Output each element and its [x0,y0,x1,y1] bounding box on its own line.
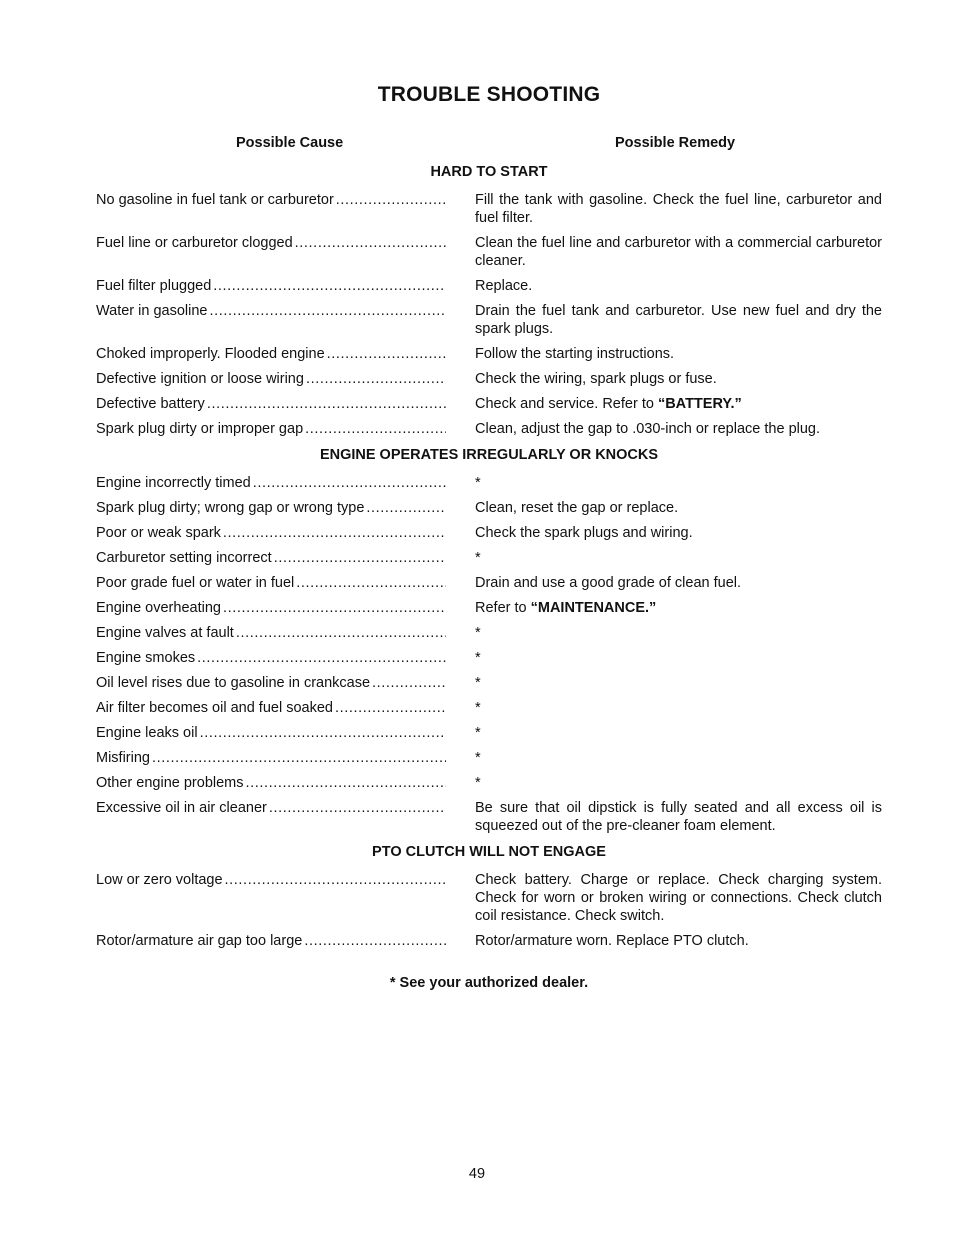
remedy-cell [475,724,882,742]
table-row [96,345,882,363]
dot-leader [213,277,446,295]
remedy-cell [475,774,882,792]
remedy-cell [475,474,882,492]
dot-leader [305,420,446,438]
cause-text: Engine smokes [96,650,196,666]
remedy-text: Clean the fuel line and carburetor with a commercial carburetor cleaner. [475,235,882,269]
remedy-cell [475,624,882,642]
dot-leader [200,724,446,742]
remedy-text: * [475,675,481,691]
cause-cell [96,524,446,542]
remedy-text: * [475,650,481,666]
cause-cell [96,574,446,592]
cause-cell [96,674,446,692]
remedy-text: * [475,700,481,716]
remedy-text: Check and service. Refer to [475,396,658,412]
dot-leader [295,234,446,252]
dot-leader [335,699,446,717]
cause-cell [96,699,446,717]
remedy-text: Drain and use a good grade of clean fuel. [475,575,742,591]
footnote: * See your authorized dealer. [389,975,589,991]
dot-leader [253,474,446,492]
remedy-cell [475,649,882,667]
dot-leader [223,599,446,617]
remedy-cell [475,932,882,950]
remedy-text: Clean, reset the gap or replace. [475,500,679,516]
dot-leader [274,549,446,567]
cause-text: Defective ignition or loose wiring [96,371,304,387]
section-title: ENGINE OPERATES IRREGULARLY OR KNOCKS [319,447,659,463]
remedy-cell [475,345,882,363]
remedy-cell [475,277,882,295]
table-row [96,749,882,767]
dot-leader [304,932,446,950]
dot-leader [269,799,446,817]
cause-text: Engine leaks oil [96,725,198,741]
cause-cell [96,549,446,567]
cause-text: Low or zero voltage [96,872,223,888]
dot-leader [372,674,446,692]
table-row [96,524,882,542]
cause-text: Fuel line or carburetor clogged [96,235,293,251]
remedy-cell [475,799,882,835]
remedy-reference: “BATTERY.” [657,396,742,412]
remedy-text: * [475,775,481,791]
remedy-cell [475,370,882,388]
remedy-cell [475,699,882,717]
column-header-cause: Possible Cause [236,135,344,151]
cause-text: Carburetor setting incorrect [96,550,272,566]
table-row [96,724,882,742]
table-row [96,191,882,227]
section-title: HARD TO START [430,164,548,180]
dot-leader [327,345,446,363]
remedy-text: Drain the fuel tank and carburetor. Use new fuel and dry the spark plugs. [475,303,882,337]
table-row [96,932,882,950]
cause-text: Oil level rises due to gasoline in crankcase [96,675,371,691]
remedy-text: * [475,750,481,766]
cause-cell [96,724,446,742]
remedy-text: Fill the tank with gasoline. Check the fuel line, carburetor and fuel filter. [475,192,882,226]
remedy-text: Be sure that oil dipstick is fully seated and all excess oil is squeezed out of the pre-cleaner foam element. [475,800,882,834]
page-number: 49 [468,1166,486,1182]
cause-text: Rotor/armature air gap too large [96,933,303,949]
remedy-cell [475,420,882,438]
column-header-remedy: Possible Remedy [615,135,736,151]
dot-leader [366,499,446,517]
remedy-text: Check battery. Charge or replace. Check charging system. Check for worn or broken wiring or connections. Check clutch coil resistance. Check switch. [475,872,882,924]
remedy-cell [475,191,882,227]
dot-leader [246,774,447,792]
remedy-cell [475,674,882,692]
remedy-text: * [475,725,481,741]
dot-leader [223,524,446,542]
cause-text: Excessive oil in air cleaner [96,800,267,816]
cause-cell [96,370,446,388]
table-row [96,774,882,792]
table-row [96,234,882,270]
dot-leader [210,302,447,320]
dot-leader [197,649,446,667]
cause-text: Poor or weak spark [96,525,221,541]
cause-text: No gasoline in fuel tank or carburetor [96,192,334,208]
table-row [96,499,882,517]
table-row [96,871,882,925]
cause-cell [96,774,446,792]
cause-cell [96,624,446,642]
cause-cell [96,799,446,817]
table-row [96,395,882,413]
dot-leader [296,574,446,592]
remedy-text: Replace. [475,278,533,294]
remedy-text: Check the wiring, spark plugs or fuse. [475,371,717,387]
table-row [96,599,882,617]
cause-text: Misfiring [96,750,150,766]
cause-cell [96,395,446,413]
table-row [96,302,882,338]
remedy-text: * [475,475,481,491]
remedy-cell [475,234,882,270]
remedy-cell [475,395,882,413]
table-row [96,549,882,567]
cause-cell [96,234,446,252]
cause-cell [96,277,446,295]
remedy-reference: “MAINTENANCE.” [530,600,657,616]
cause-text: Engine valves at fault [96,625,234,641]
remedy-text: Clean, adjust the gap to .030-inch or replace the plug. [475,421,821,437]
cause-text: Engine incorrectly timed [96,475,251,491]
cause-text: Air filter becomes oil and fuel soaked [96,700,333,716]
remedy-cell [475,549,882,567]
dot-leader [152,749,446,767]
remedy-cell [475,302,882,338]
cause-cell [96,932,446,950]
cause-text: Choked improperly. Flooded engine [96,346,325,362]
remedy-text: Refer to [475,600,531,616]
page-title: TROUBLE SHOOTING [377,83,601,106]
cause-cell [96,420,446,438]
remedy-text: Check the spark plugs and wiring. [475,525,693,541]
cause-cell [96,499,446,517]
dot-leader [336,191,446,209]
table-row [96,277,882,295]
remedy-cell [475,574,882,592]
cause-cell [96,345,446,363]
table-row [96,574,882,592]
dot-leader [306,370,446,388]
troubleshooting-table [96,162,882,957]
cause-text: Spark plug dirty or improper gap [96,421,304,437]
cause-cell [96,302,446,320]
table-row [96,799,882,835]
dot-leader [236,624,446,642]
remedy-cell [475,524,882,542]
cause-cell [96,871,446,889]
cause-cell [96,599,446,617]
table-row [96,370,882,388]
cause-cell [96,474,446,492]
table-row [96,699,882,717]
table-row [96,674,882,692]
cause-text: Water in gasoline [96,303,208,319]
remedy-cell [475,499,882,517]
table-row [96,624,882,642]
cause-text: Other engine problems [96,775,244,791]
remedy-text: * [475,550,481,566]
cause-cell [96,649,446,667]
cause-text: Engine overheating [96,600,221,616]
remedy-text: Follow the starting instructions. [475,346,675,362]
table-row [96,474,882,492]
remedy-text: * [475,625,481,641]
section-title: PTO CLUTCH WILL NOT ENGAGE [372,844,606,860]
cause-cell [96,749,446,767]
table-row [96,649,882,667]
remedy-cell [475,749,882,767]
remedy-text: Rotor/armature worn. Replace PTO clutch. [475,933,749,949]
table-row [96,420,882,438]
cause-text: Fuel filter plugged [96,278,212,294]
cause-text: Defective battery [96,396,205,412]
dot-leader [207,395,446,413]
cause-text: Poor grade fuel or water in fuel [96,575,295,591]
remedy-cell [475,599,882,617]
cause-text: Spark plug dirty; wrong gap or wrong type [96,500,365,516]
cause-cell [96,191,446,209]
dot-leader [225,871,446,889]
remedy-cell [475,871,882,925]
